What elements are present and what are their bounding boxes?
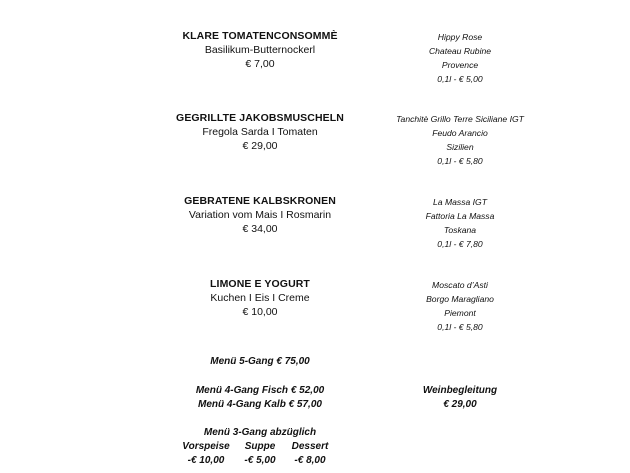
course-1 <box>130 29 390 71</box>
course-price: € 7,00 <box>245 58 275 70</box>
wine-4 <box>370 278 550 334</box>
course-title: LIMONE E YOGURT <box>210 278 310 290</box>
course-3 <box>130 194 390 236</box>
wine-price: 0,1l - € 7,80 <box>437 239 483 249</box>
wine-2 <box>370 112 550 168</box>
deduction-value: -€ 10,00 <box>187 455 225 466</box>
course-price: € 10,00 <box>242 306 278 318</box>
deduction-suppe <box>238 440 282 468</box>
wine-pairing <box>370 384 550 412</box>
wine-pairing-price: € 29,00 <box>443 399 477 410</box>
course-title: GEBRATENE KALBSKRONEN <box>184 195 336 207</box>
wine-producer: Chateau Rubine <box>428 46 492 56</box>
course-description: Variation vom Mais I Rosmarin <box>188 209 332 221</box>
menu-4-gang-fisch: Menü 4-Gang Fisch € 52,00 <box>195 385 325 396</box>
deduction-label: Suppe <box>244 441 276 452</box>
course-4 <box>130 277 390 319</box>
wine-name: Tanchitè Grillo Terre Siciliane IGT <box>396 114 524 124</box>
deduction-dessert <box>282 440 338 468</box>
course-title: KLARE TOMATENCONSOMMÈ <box>182 30 338 42</box>
wine-name: Hippy Rose <box>437 32 483 42</box>
wine-price: 0,1l - € 5,80 <box>437 322 483 332</box>
wine-1 <box>370 30 550 86</box>
course-description: Basilikum-Butternockerl <box>204 44 316 56</box>
wine-region: Toskana <box>443 225 477 235</box>
course-description: Kuchen I Eis I Creme <box>210 292 310 304</box>
course-price: € 29,00 <box>242 140 278 152</box>
deduction-vorspeise <box>176 440 236 468</box>
course-2 <box>130 111 390 153</box>
menu-5-gang: Menü 5-Gang € 75,00 <box>210 356 310 367</box>
wine-producer: Feudo Arancio <box>432 128 488 138</box>
wine-name: Moscato d’Asti <box>432 280 488 290</box>
deduction-label: Dessert <box>291 441 329 452</box>
course-title: GEGRILLTE JAKOBSMUSCHELN <box>176 112 344 124</box>
deduction-value: -€ 8,00 <box>294 455 326 466</box>
wine-price: 0,1l - € 5,80 <box>437 156 483 166</box>
wine-price: 0,1l - € 5,00 <box>437 74 483 84</box>
wine-producer: Borgo Maragliano <box>426 294 494 304</box>
wine-region: Piemont <box>444 308 476 318</box>
deduction-value: -€ 5,00 <box>244 455 276 466</box>
menu-3-gang-title: Menü 3-Gang abzüglich <box>203 427 317 438</box>
course-price: € 34,00 <box>242 223 278 235</box>
deduction-label: Vorspeise <box>182 441 230 452</box>
wine-region: Provence <box>441 60 479 70</box>
wine-region: Sizilien <box>446 142 474 152</box>
wine-name: La Massa IGT <box>433 197 487 207</box>
menu-4-gang-kalb: Menü 4-Gang Kalb € 57,00 <box>198 399 322 410</box>
course-description: Fregola Sarda I Tomaten <box>202 126 318 138</box>
wine-3 <box>370 195 550 251</box>
menu-4-gang <box>130 384 390 412</box>
wine-producer: Fattoria La Massa <box>425 211 495 221</box>
wine-pairing-label: Weinbegleitung <box>422 385 498 396</box>
